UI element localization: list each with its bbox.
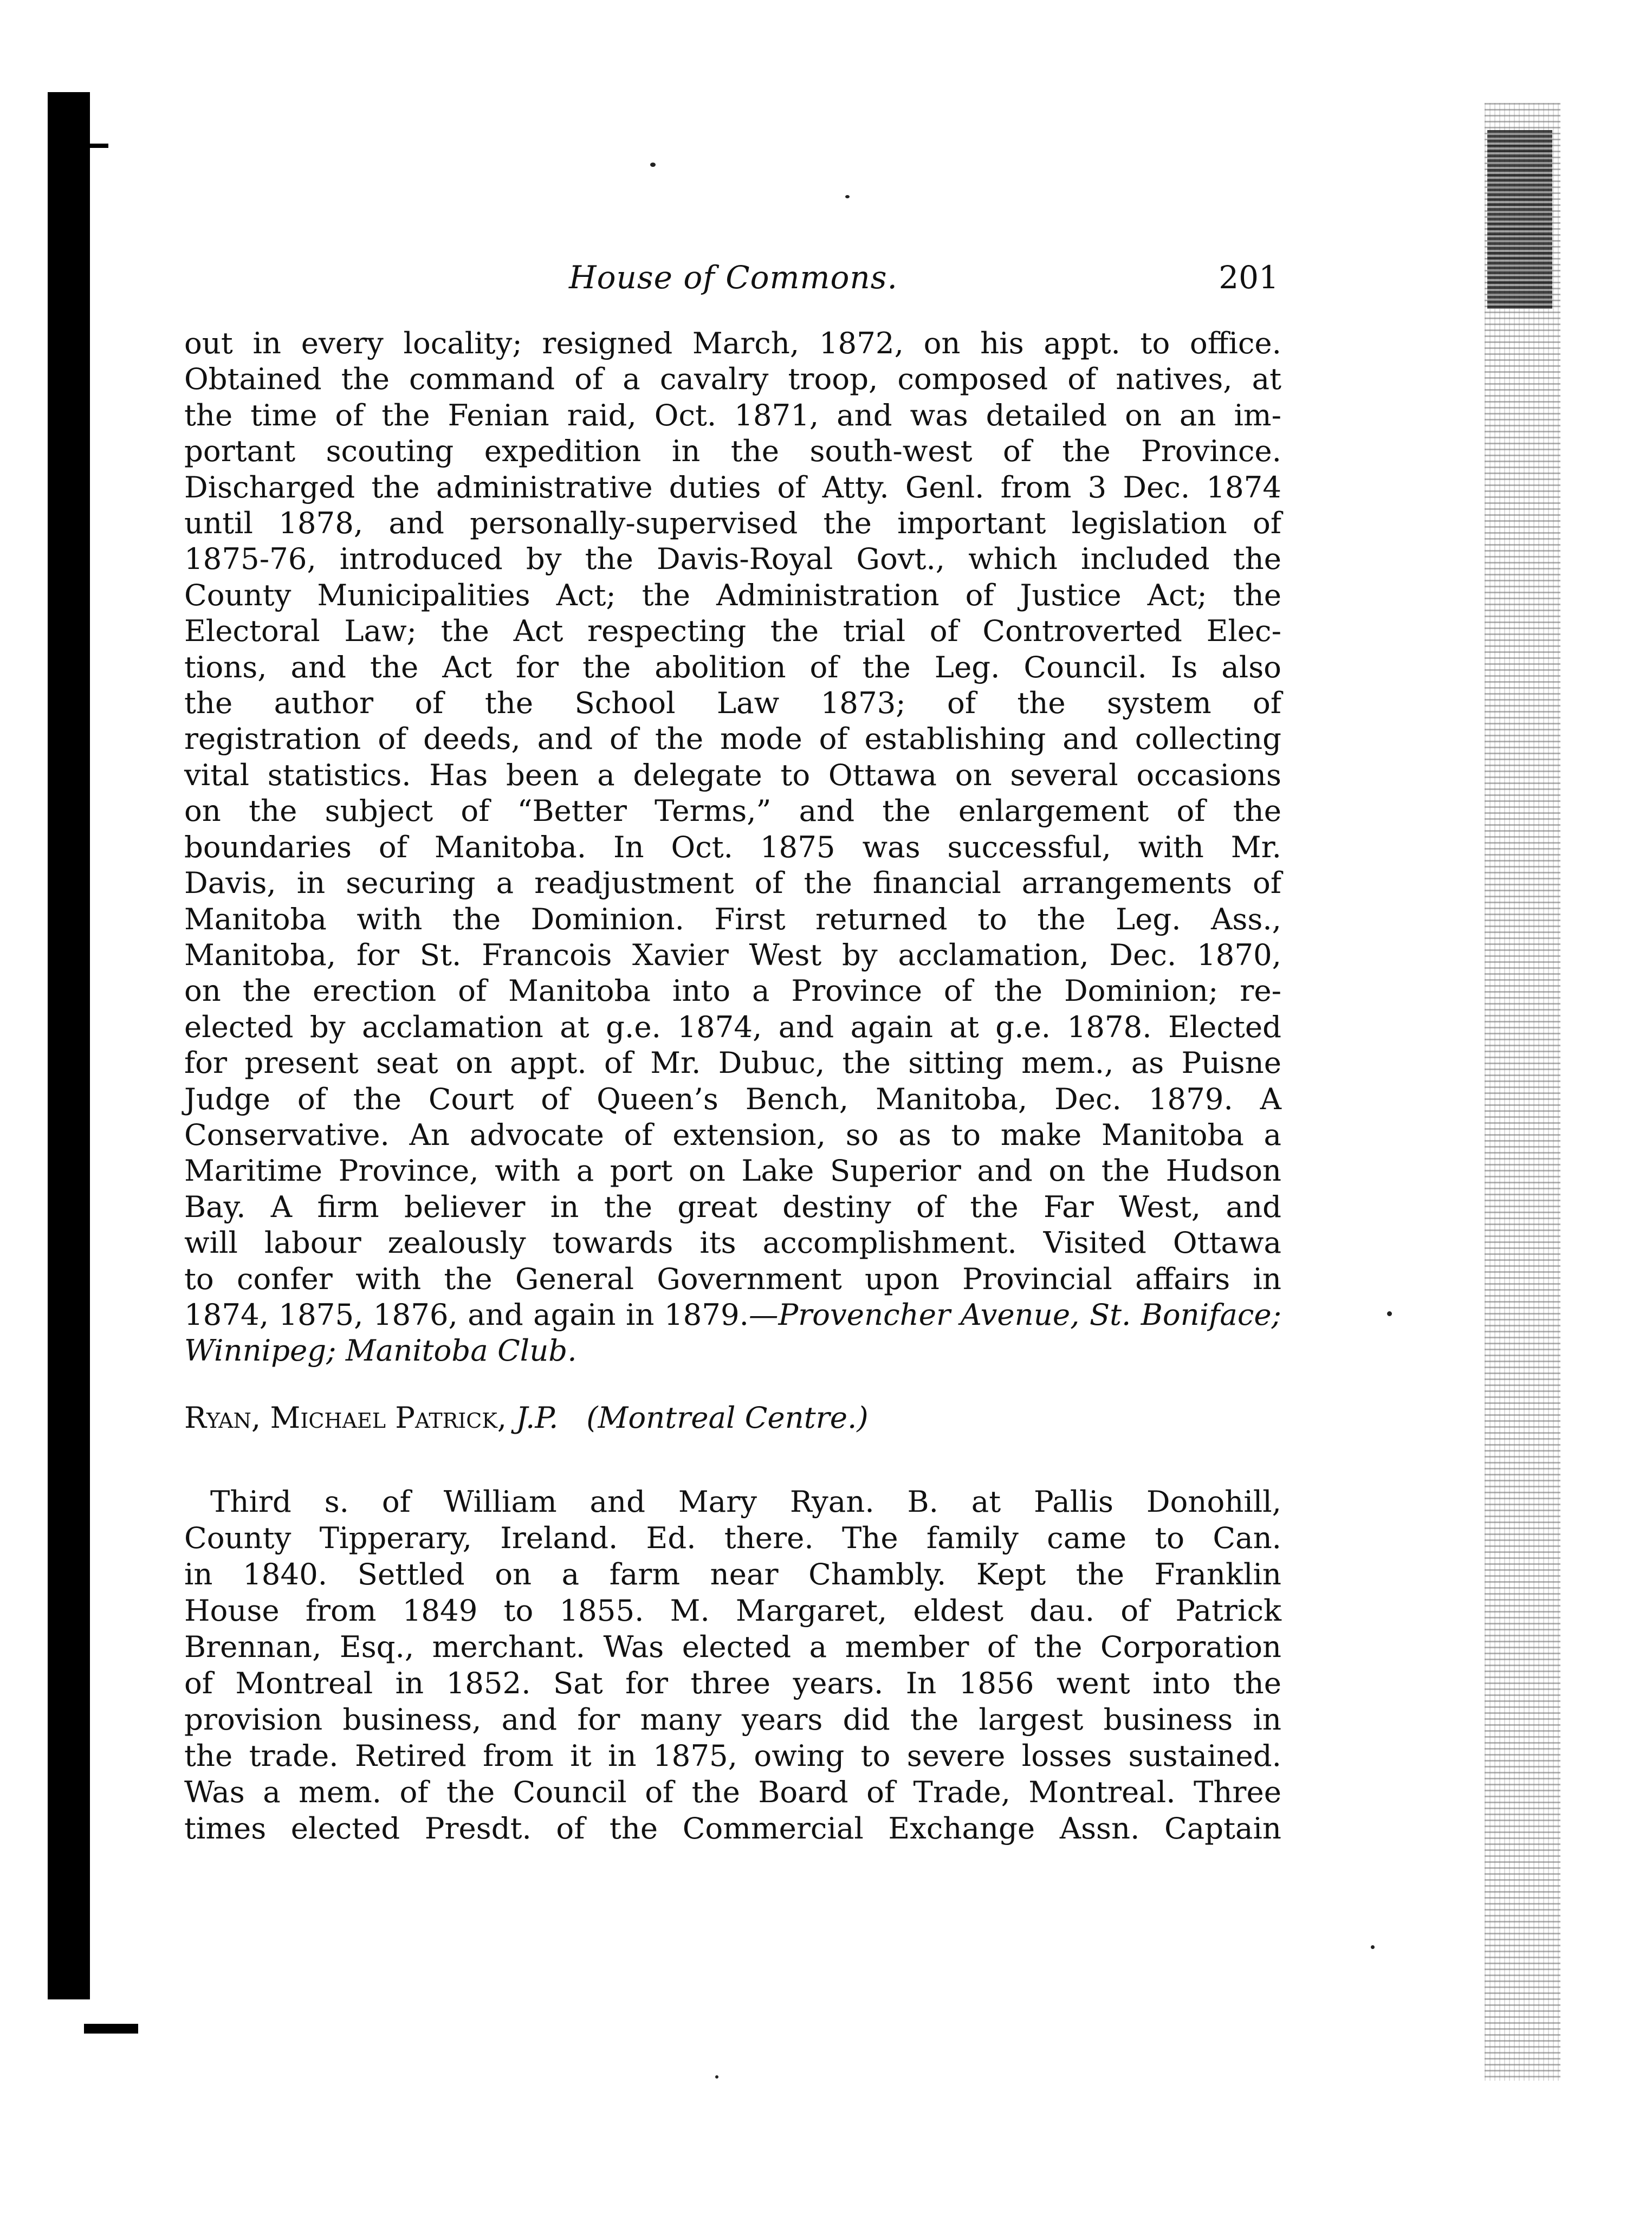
member-honorific: J.P. bbox=[516, 1400, 559, 1435]
binding-mark bbox=[87, 144, 108, 148]
entry-biography bbox=[184, 1484, 1281, 1847]
binding-shadow-left bbox=[48, 92, 90, 1999]
text-line: in 1840. Settled on a farm near Chambly. Kept the Franklin bbox=[184, 1557, 1281, 1591]
text-line: vital statistics. Has been a delegate to Ottawa on several occasions bbox=[184, 757, 1281, 792]
closing-text: 1874, 1875, 1876, and again in 1879. bbox=[184, 1297, 749, 1332]
text-line: on the subject of “Better Terms,” and the enlargement of the bbox=[184, 793, 1281, 828]
text-line: to confer with the General Government upon Provincial affairs in bbox=[184, 1261, 1281, 1296]
text-line: Electoral Law; the Act respecting the trial of Controverted Elec- bbox=[184, 613, 1281, 649]
page-number: 201 bbox=[1219, 259, 1279, 296]
text-line: Third s. of William and Mary Ryan. B. at Pallis Donohill, bbox=[210, 1484, 1281, 1519]
text-line: Brennan, Esq., merchant. Was elected a member of the Corporation bbox=[184, 1629, 1281, 1664]
address-line: Winnipeg; Manitoba Club. bbox=[184, 1333, 577, 1368]
text-line: of Montreal in 1852. Sat for three years. In 1856 went into the bbox=[184, 1666, 1281, 1700]
entry-continuation bbox=[184, 325, 1281, 1369]
text-line-closing bbox=[184, 1297, 1281, 1332]
text-line: registration of deeds, and of the mode of establishing and collecting bbox=[184, 721, 1281, 756]
text-line: Obtained the command of a cavalry troop, composed of natives, at bbox=[184, 361, 1281, 397]
text-line: Manitoba with the Dominion. First returned to the Leg. Ass., bbox=[184, 901, 1281, 936]
text-line: portant scouting expedition in the south-west of the Province. bbox=[184, 433, 1281, 469]
binding-foot-mark bbox=[84, 2024, 138, 2034]
scan-speck bbox=[1371, 1945, 1375, 1949]
text-line: County Tipperary, Ireland. Ed. there. The family came to Can. bbox=[184, 1520, 1281, 1555]
text-line: times elected Presdt. of the Commercial Exchange Assn. Captain bbox=[184, 1811, 1281, 1846]
text-line: Conservative. An advocate of extension, so as to make Manitoba a bbox=[184, 1117, 1281, 1152]
text-line: tions, and the Act for the abolition of the Leg. Council. Is also bbox=[184, 649, 1281, 684]
text-line: on the erection of Manitoba into a Province of the Dominion; re- bbox=[184, 973, 1281, 1008]
text-line: Bay. A firm believer in the great destiny of the Far West, and bbox=[184, 1189, 1281, 1224]
text-line: Judge of the Court of Queen’s Bench, Manitoba, Dec. 1879. A bbox=[184, 1081, 1281, 1116]
scan-speck bbox=[715, 2075, 718, 2079]
text-line: Was a mem. of the Council of the Board of Trade, Montreal. Three bbox=[184, 1775, 1281, 1809]
facing-page-bleed-dark bbox=[1487, 130, 1552, 309]
text-line: House from 1849 to 1855. M. Margaret, eldest dau. of Patrick bbox=[184, 1593, 1281, 1628]
text-line: will labour zealously towards its accomplishment. Visited Ottawa bbox=[184, 1225, 1281, 1260]
text-line: County Municipalities Act; the Administration of Justice Act; the bbox=[184, 577, 1281, 612]
scan-speck bbox=[650, 163, 656, 167]
text-line: boundaries of Manitoba. In Oct. 1875 was successful, with Mr. bbox=[184, 829, 1281, 864]
scan-speck bbox=[845, 195, 850, 198]
text-line: the time of the Fenian raid, Oct. 1871, and was detailed on an im- bbox=[184, 397, 1281, 432]
facing-page-bleed bbox=[1485, 103, 1560, 2081]
text-line: provision business, and for many years did the largest business in bbox=[184, 1702, 1281, 1737]
running-head: House of Commons. bbox=[569, 259, 898, 296]
page-header bbox=[184, 259, 1279, 302]
text-line: Maritime Province, with a port on Lake Superior and on the Hudson bbox=[184, 1153, 1281, 1188]
text-line: Manitoba, for St. Francois Xavier West by acclamation, Dec. 1870, bbox=[184, 937, 1281, 972]
address-text: —Provencher Avenue, St. Boniface; bbox=[748, 1297, 1281, 1332]
member-name: Ryan, Michael Patrick, bbox=[184, 1400, 507, 1435]
text-line: for present seat on appt. of Mr. Dubuc, the sitting mem., as Puisne bbox=[184, 1045, 1281, 1080]
text-line: Discharged the administrative duties of Atty. Genl. from 3 Dec. 1874 bbox=[184, 469, 1281, 504]
text-line: Davis, in securing a readjustment of the financial arrangements of bbox=[184, 865, 1281, 901]
text-line: out in every locality; resigned March, 1872, on his appt. to office. bbox=[184, 326, 1281, 360]
text-line: the trade. Retired from it in 1875, owing to severe losses sustained. bbox=[184, 1738, 1281, 1773]
text-line: elected by acclamation at g.e. 1874, and again at g.e. 1878. Elected bbox=[184, 1009, 1281, 1044]
scan-speck bbox=[1387, 1311, 1392, 1316]
constituency: (Montreal Centre.) bbox=[586, 1400, 869, 1435]
text-line: the author of the School Law 1873; of the system of bbox=[184, 685, 1281, 721]
text-line: 1875-76, introduced by the Davis-Royal Govt., which included the bbox=[184, 541, 1281, 577]
entry-heading bbox=[184, 1400, 869, 1435]
text-line: until 1878, and personally-supervised the important legislation of bbox=[184, 506, 1281, 541]
